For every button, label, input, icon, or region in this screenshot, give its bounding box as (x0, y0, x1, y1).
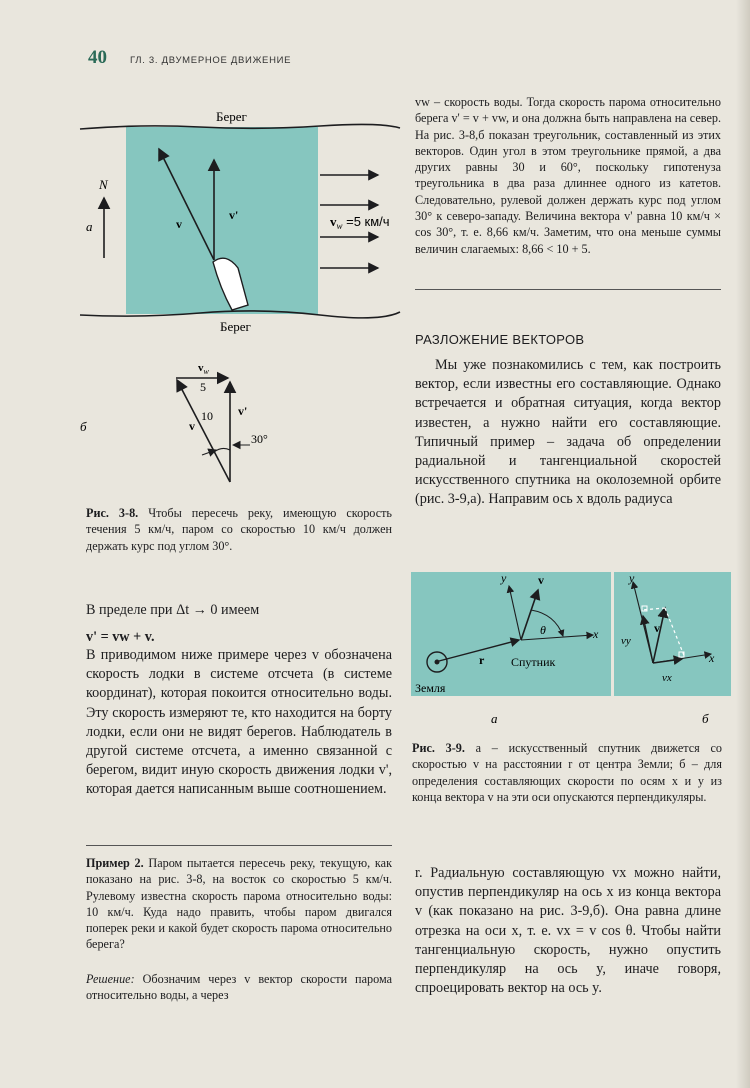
triangle-v-label: v (189, 419, 195, 433)
figure-3-8 (0, 0, 410, 500)
example-rule (86, 845, 392, 846)
fig39a-theta-label: θ (540, 623, 546, 637)
fig39a-v-label: v (538, 573, 544, 587)
north-label: N (99, 177, 108, 192)
fig39b-panel (614, 572, 731, 696)
triangle-v-prime-label: v' (238, 404, 248, 418)
running-header: ГЛ. 3. ДВУМЕРНОЕ ДВИЖЕНИЕ (130, 55, 292, 66)
fig39b-vy-label: vy (621, 635, 631, 647)
fig39a-panel (411, 572, 611, 696)
limit-line: В пределе при Δt → 0 имеем (86, 602, 260, 618)
fig39a-y-label: y (501, 571, 507, 585)
fig39b-v-label: v (654, 621, 660, 635)
fig39a-x-label: x (593, 627, 599, 641)
panel-a-label: a (86, 219, 93, 234)
water-speed-label: $v_w =5$ км/ч (330, 214, 390, 231)
right-continuation: vw – скорость воды. Тогда скорость парома относительно берега v' = v + vw, и она должна быть направлена на север. На рис. 3-8,б показан треугольник, составленный из этих векторов. Один угол в этом треугольнике прямой, а два других равны 30 и 60°, поскольку гипотенуза треугольника в два раза длиннее одного из катетов. Следовательно, рулевой должен держать курс под углом 30° к северо-западу. Величина вектора v' равна 10 км/ч × cos 30°, т. е. 8,66 км/ч. Заметим, что она меньше суммы величин слагаемых: 8,66 < 10 + 5. (415, 95, 721, 256)
angle-arc (214, 448, 230, 452)
fig39a-earth-label: Земля (415, 681, 446, 695)
shore-bottom-label: Берег (220, 319, 251, 334)
figure-3-8-caption: Рис. 3-8. Чтобы пересечь реку, имеющую скорость течения 5 км/ч, паром со скоростью 10 км/ч должен держать курс под углом 30°. (86, 506, 392, 553)
fig39a-r-label: r (479, 653, 485, 667)
fig39-panel-a-label: а (491, 711, 498, 726)
page-number: 40 (88, 47, 107, 68)
fig39a-satellite-label: Спутник (511, 655, 556, 669)
fig39-panel-b-label: б (702, 711, 709, 726)
triangle-5-label: 5 (200, 380, 206, 394)
triangle-vw-label: $v_w$ (198, 362, 209, 376)
panel-b-label: б (80, 419, 87, 434)
figure-3-9-caption: Рис. 3-9. а – искусственный спутник движется со скоростью v на расстоянии r от центра Земли; б – для определения составляющих скорости по осям x и y из конца вектора v на эти оси опускаются перпендикуляры. (412, 741, 722, 804)
right-final-paragraph: r. Радиальную составляющую vx можно найти, опустив перпендикуляр на ось x из конца вектора v (как показано на рис. 3-9,б). Она равна длине отрезка на оси x, т. е. vx = v cos θ. Чтобы найти тангенциальную скорость, нужно опустить перпендикуляр на ось y, иначе говоря, спроецировать вектор на ось y. (415, 865, 721, 997)
example-solution: Решение: Обозначим через v вектор скорости парома относительно воды, а через (86, 972, 392, 1003)
example-2: Пример 2. Паром пытается пересечь реку, текущую, как показано на рис. 3-8, на восток со скоростью 5 км/ч. Рулевому известна скорость парома относительно воды: 10 км/ч. Куда надо править, чтобы паром двигался поперек реки и какой будет скорость парома относительно берега? (86, 856, 392, 952)
fig39b-x-label: x (709, 651, 715, 665)
shore-top-label: Берег (216, 109, 247, 124)
vector-v-label: v (176, 217, 182, 231)
velocity-equation: v' = vw + v. (86, 629, 155, 645)
fig39b-y-label: y (629, 571, 635, 585)
triangle-v (177, 380, 230, 482)
page-edge-shade (736, 0, 750, 1088)
earth-center (435, 660, 440, 665)
left-paragraph: В приводимом ниже примере через v обозначена скорость лодки в системе отсчета (в системе координат), которая покоится относительно воды. Эту скорость измеряют те, кто находится на борту лодки, если они не видят берегов. Наблюдатель в другой системе отсчета, а именно связанной с берегом, видит иную скорость движения лодки v', которая дается написанным выше соотношением. (86, 647, 392, 798)
figure-3-9 (405, 568, 735, 728)
section-heading: РАЗЛОЖЕНИЕ ВЕКТОРОВ (415, 332, 585, 347)
section-paragraph: Мы уже познакомились с тем, как построить вектор, если известны его составляющие. Однако встречается и обратная ситуация, когда вектор известен, а нужно найти его составляющие. Типичный пример – задача об определении радиальной и тангенциальной скоростей искусственного спутника на околоземной орбите (рис. 3-9,а). Направим ось x вдоль радиуса (415, 357, 721, 508)
angle-30-label: 30° (251, 432, 268, 446)
triangle-10-label: 10 (201, 409, 213, 423)
vector-v-prime-label: v' (229, 208, 239, 222)
section-rule (415, 289, 721, 290)
fig39b-vx-label: vx (662, 672, 672, 684)
